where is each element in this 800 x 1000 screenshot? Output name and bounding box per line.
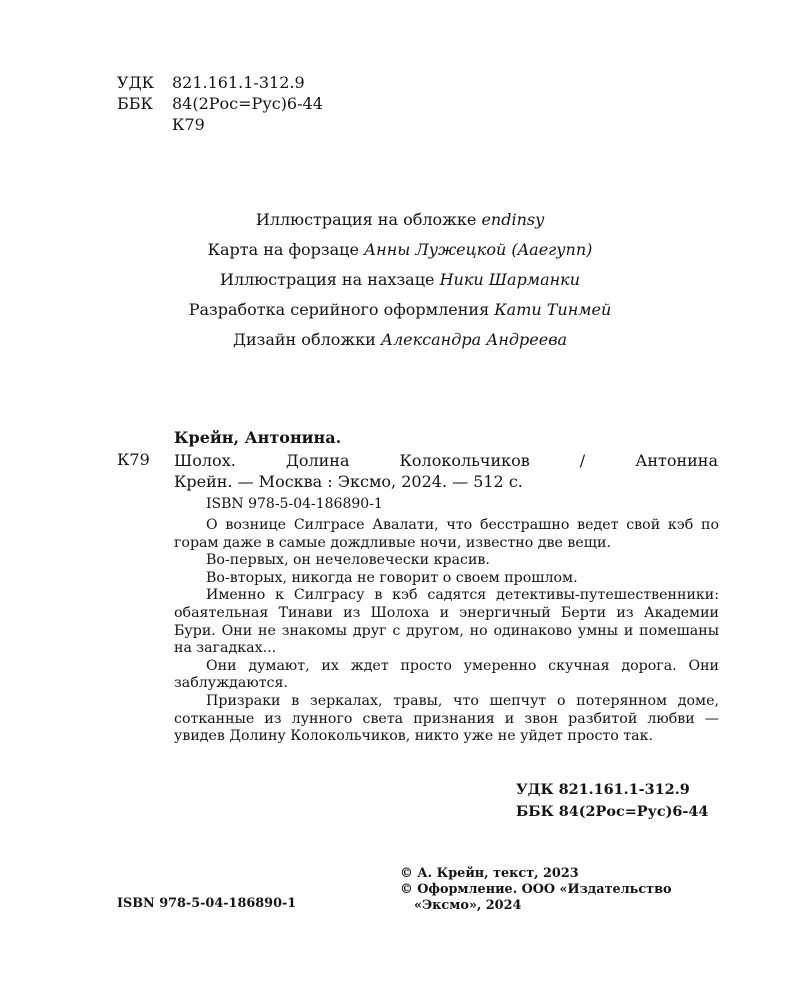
bib-author-sign: К79 [117,450,150,469]
credit-series-design [0,295,800,325]
classification-bold [516,779,708,823]
bbk-bold-line: ББК 84(2Рос=Рус)6-44 [516,803,709,820]
udk-label: УДК [117,73,154,92]
isbn-footer: ISBN 978-5-04-186890-1 [117,896,297,911]
annotation-paragraph: Во-первых, он нечеловечески красив. [206,552,490,569]
credit-role: Карта на форзаце [207,240,359,259]
author-sign-row [117,114,323,135]
credit-endpaper-map [0,235,800,265]
udk-row [117,72,323,93]
credits-block [0,205,800,355]
annotation-paragraph: Во-вторых, никогда не говорит о своем прошлом. [206,569,578,586]
credit-back-endpaper [0,265,800,295]
bbk-row [117,93,323,114]
author-sign-value: К79 [172,115,205,134]
bbk-value: 84(2Рос=Рус)6-44 [172,94,323,113]
annotation-paragraph: Именно к Силграсу в кэб садятся детективы-путешественники: обаятельная Тинави из Шолоха и энергичный Берти из Академии Бури. Они не знакомы друг с другом, но одинаково умны и помешаны на загадках... [174,587,719,657]
bib-title-line: Шолох. Долина Колокольчиков / Антонина [174,451,718,470]
credit-role: Дизайн обложки [232,330,376,349]
copyright-design: © Оформление. ООО «Издательство [400,882,672,897]
credit-name: Анны Лужецкой (Aaeгупп) [364,240,593,259]
credit-role: Иллюстрация на обложке [255,210,477,229]
copyright-text: © А. Крейн, текст, 2023 [400,866,579,881]
bib-imprint-line: Крейн. — Москва : Эксмо, 2024. — 512 с. [174,472,523,491]
credit-role: Иллюстрация на нахзаце [219,270,435,289]
classification-block [117,72,323,135]
credit-role: Разработка серийного оформления [188,300,490,319]
credit-cover-design [0,325,800,355]
annotation [174,517,719,746]
credit-cover-illustration [0,205,800,235]
bbk-label: ББК [117,94,153,113]
annotation-paragraph: О вознице Силграсе Авалати, что бесстрашно ведет свой кэб по горам даже в самые дождливые ночи, известно две вещи. [174,517,719,551]
author-sign-label [117,114,172,135]
credit-name: endinsy [481,210,545,229]
bib-author: Крейн, Антонина. [174,428,342,447]
copyright-design-cont: «Эксмо», 2024 [414,898,522,913]
annotation-paragraph: Призраки в зеркалах, травы, что шепчут о потерянном доме, сотканные из лунного света признания и звон разбитой любви — увидев Долину Колокольчиков, никто уже не уйдет просто так. [174,692,719,745]
copyright-block [400,866,672,914]
udk-value: 821.161.1-312.9 [172,73,305,92]
annotation-paragraph: Они думают, их ждет просто умеренно скучная дорога. Они заблуждаются. [174,657,719,692]
bib-isbn: ISBN 978-5-04-186890-1 [206,496,383,512]
udk-bold-line: УДК 821.161.1-312.9 [516,781,690,798]
credit-name: Кати Тинмей [494,300,612,319]
credit-name: Александра Андреева [380,330,568,349]
credit-name: Ники Шарманки [439,270,581,289]
